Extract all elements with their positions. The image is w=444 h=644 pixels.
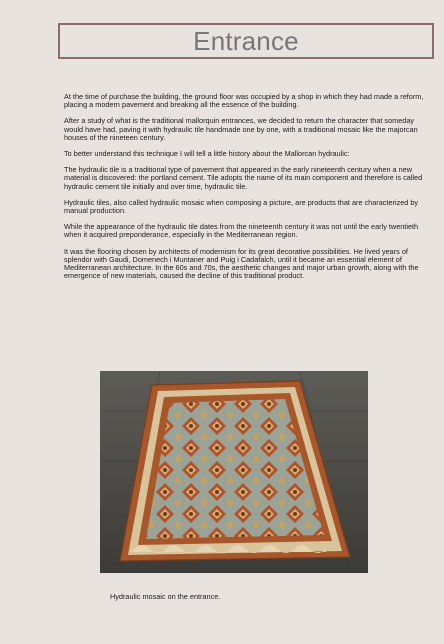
paragraph: It was the flooring chosen by architects of modernism for its great decorative possibilities. He lived years of splendor with Gaudi, Domenech i Muntaner and Puig i Cadafalch, until it became an essential element of Mediterranean architecture. In the 60s and 70s, the aesthetic changes and major urban growth, along with the emergence of new materials, caused the decline of this traditional product. (64, 246, 419, 281)
page-title: Entrance (193, 25, 299, 56)
paragraph: To better understand this technique I will tell a little history about the Mallorcan hydraulic: (64, 149, 350, 159)
mosaic-photo (100, 371, 368, 573)
paragraph: The hydraulic tile is a traditional type of pavement that appeared in the early nineteenth century when a new material is discovered: the portland cement. Tile adopts the name of its main component and therefore is called hydraulic cement tile initially and over time, hydraulic tile. (64, 165, 423, 191)
paragraph: Hydraulic tiles, also called hydraulic mosaic when composing a picture, are products that are characterized by manual production. (64, 197, 419, 216)
photo-caption: Hydraulic mosaic on the entrance. (110, 592, 221, 601)
title-box (58, 23, 434, 59)
paragraph: While the appearance of the hydraulic tile dates from the nineteenth century it was not until the early twentieth when it acquired preponderance, especially in the Mediterranean region. (64, 222, 419, 240)
article-body (64, 93, 430, 288)
hydraulic-mosaic-image (100, 371, 368, 573)
paragraph: After a study of what is the traditional mallorquin entrances, we decided to return the character that someday would have had, paving it with hydraulic tile handmade one by one, with a traditional mosaic like the majorcan houses of the nineteen century. (64, 116, 418, 142)
paragraph: At the time of purchase the building, the ground floor was occupied by a shop in which they had made a reform, placing a modern pavement and breaking all the essence of the building. (64, 92, 424, 110)
